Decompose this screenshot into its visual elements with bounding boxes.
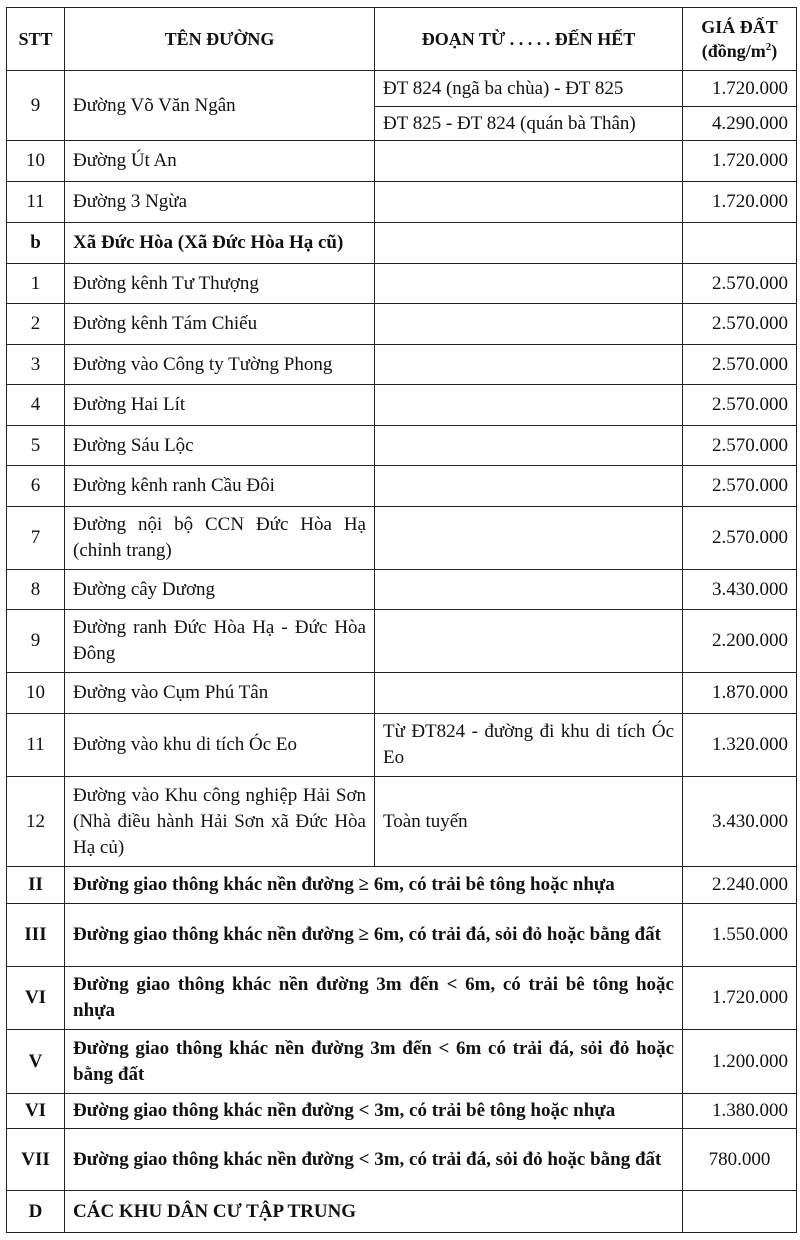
cell-stt: 9 <box>7 610 65 673</box>
category-row <box>7 1094 797 1129</box>
cell-segment: ĐT 825 - ĐT 824 (quán bà Thân) <box>375 107 683 141</box>
table-row <box>7 304 797 345</box>
unit-close: ) <box>771 41 778 61</box>
cell-road-name: Đường kênh Tám Chiếu <box>65 304 375 345</box>
cell-stt: 10 <box>7 141 65 182</box>
cell-price: 2.570.000 <box>683 466 797 507</box>
cell-segment <box>375 673 683 714</box>
cell-price <box>683 1191 797 1233</box>
cell-segment: Từ ĐT824 - đường đi khu di tích Óc Eo <box>375 714 683 777</box>
category-title: Đường giao thông khác nền đường < 3m, có trải bê tông hoặc nhựa <box>65 1094 683 1129</box>
cell-road-name: Đường vào Cụm Phú Tân <box>65 673 375 714</box>
cell-road-name: Đường Hai Lít <box>65 385 375 426</box>
cell-segment: ĐT 824 (ngã ba chùa) - ĐT 825 <box>375 71 683 107</box>
cell-price: 2.570.000 <box>683 345 797 385</box>
cell-stt: VI <box>7 1094 65 1129</box>
cell-segment <box>375 610 683 673</box>
category-title: Đường giao thông khác nền đường ≥ 6m, có trải đá, sỏi đỏ hoặc bằng đất <box>65 904 683 967</box>
cell-segment <box>375 507 683 570</box>
cell-price: 780.000 <box>683 1129 797 1191</box>
cell-stt: 8 <box>7 570 65 610</box>
cell-road-name: Đường Út An <box>65 141 375 182</box>
cell-stt: 10 <box>7 673 65 714</box>
table-row <box>7 182 797 223</box>
cell-stt: 2 <box>7 304 65 345</box>
cell-stt: II <box>7 867 65 904</box>
cell-price: 1.870.000 <box>683 673 797 714</box>
cell-stt: D <box>7 1191 65 1233</box>
cell-stt: VII <box>7 1129 65 1191</box>
cell-stt: V <box>7 1030 65 1094</box>
table-row <box>7 385 797 426</box>
cell-price: 3.430.000 <box>683 570 797 610</box>
table-row <box>7 426 797 466</box>
cell-segment <box>375 264 683 304</box>
cell-price: 4.290.000 <box>683 107 797 141</box>
cell-segment <box>375 345 683 385</box>
cell-segment <box>375 426 683 466</box>
category-row <box>7 967 797 1030</box>
table-row <box>7 714 797 777</box>
category-row <box>7 1129 797 1191</box>
table-row <box>7 264 797 304</box>
category-title: Đường giao thông khác nền đường 3m đến < 6m có trải đá, sỏi đỏ hoặc bằng đất <box>65 1030 683 1094</box>
table-row <box>7 673 797 714</box>
category-row <box>7 904 797 967</box>
cell-stt: 9 <box>7 71 65 141</box>
table-row <box>7 570 797 610</box>
cell-price: 2.570.000 <box>683 385 797 426</box>
cell-stt: b <box>7 223 65 264</box>
cell-segment <box>375 466 683 507</box>
cell-segment <box>375 570 683 610</box>
header-segment: ĐOẠN TỪ . . . . . ĐẾN HẾT <box>375 8 683 71</box>
cell-price: 1.380.000 <box>683 1094 797 1129</box>
unit-superscript: 2 <box>765 41 772 53</box>
cell-price: 2.570.000 <box>683 507 797 570</box>
cell-price: 3.430.000 <box>683 777 797 867</box>
unit-text: (đồng/m <box>701 41 766 61</box>
cell-stt: 5 <box>7 426 65 466</box>
header-stt: STT <box>7 8 65 71</box>
cell-road-name: Đường kênh Tư Thượng <box>65 264 375 304</box>
category-title: Đường giao thông khác nền đường < 3m, có trải đá, sỏi đỏ hoặc bằng đất <box>65 1129 683 1191</box>
category-title: Đường giao thông khác nền đường ≥ 6m, có trải bê tông hoặc nhựa <box>65 867 683 904</box>
cell-price: 2.200.000 <box>683 610 797 673</box>
cell-road-name: Đường nội bộ CCN Đức Hòa Hạ (chỉnh trang) <box>65 507 375 570</box>
cell-road-name: Đường vào khu di tích Óc Eo <box>65 714 375 777</box>
cell-stt: 3 <box>7 345 65 385</box>
cell-price: 1.720.000 <box>683 141 797 182</box>
header-price <box>683 8 797 71</box>
section-title: Xã Đức Hòa (Xã Đức Hòa Hạ cũ) <box>65 223 375 264</box>
cell-segment <box>375 182 683 223</box>
cell-price: 1.720.000 <box>683 182 797 223</box>
cell-price <box>683 223 797 264</box>
cell-segment <box>375 385 683 426</box>
cell-segment <box>375 223 683 264</box>
land-price-table <box>6 7 797 1233</box>
cell-price: 2.570.000 <box>683 264 797 304</box>
table-row <box>7 141 797 182</box>
header-road-name: TÊN ĐƯỜNG <box>65 8 375 71</box>
cell-price: 1.720.000 <box>683 967 797 1030</box>
cell-road-name: Đường cây Dương <box>65 570 375 610</box>
cell-segment <box>375 141 683 182</box>
cell-road-name: Đường Sáu Lộc <box>65 426 375 466</box>
table-row <box>7 507 797 570</box>
cell-segment <box>375 304 683 345</box>
cell-stt: 6 <box>7 466 65 507</box>
cell-stt: VI <box>7 967 65 1030</box>
cell-price: 2.570.000 <box>683 304 797 345</box>
cell-road-name: Đường Võ Văn Ngân <box>65 71 375 141</box>
cell-road-name: Đường 3 Ngừa <box>65 182 375 223</box>
header-price-line1: GIÁ ĐẤT <box>701 17 778 37</box>
category-title: Đường giao thông khác nền đường 3m đến < 6m, có trải bê tông hoặc nhựa <box>65 967 683 1030</box>
table-row <box>7 71 797 107</box>
category-row <box>7 1030 797 1094</box>
cell-stt: 11 <box>7 182 65 223</box>
table-row <box>7 345 797 385</box>
section-row-d <box>7 1191 797 1233</box>
table-row <box>7 466 797 507</box>
table-row <box>7 610 797 673</box>
table-row <box>7 777 797 867</box>
cell-stt: III <box>7 904 65 967</box>
cell-segment: Toàn tuyến <box>375 777 683 867</box>
section-title: CÁC KHU DÂN CƯ TẬP TRUNG <box>65 1191 683 1233</box>
header-price-line2 <box>691 39 788 63</box>
table-header-row <box>7 8 797 71</box>
cell-price: 1.320.000 <box>683 714 797 777</box>
cell-stt: 7 <box>7 507 65 570</box>
cell-price: 1.720.000 <box>683 71 797 107</box>
cell-stt: 11 <box>7 714 65 777</box>
cell-price: 2.570.000 <box>683 426 797 466</box>
section-row-b <box>7 223 797 264</box>
cell-price: 2.240.000 <box>683 867 797 904</box>
cell-road-name: Đường ranh Đức Hòa Hạ - Đức Hòa Đông <box>65 610 375 673</box>
cell-road-name: Đường vào Khu công nghiệp Hải Sơn (Nhà điều hành Hải Sơn xã Đức Hòa Hạ củ) <box>65 777 375 867</box>
cell-stt: 12 <box>7 777 65 867</box>
cell-road-name: Đường kênh ranh Cầu Đôi <box>65 466 375 507</box>
category-row <box>7 867 797 904</box>
cell-stt: 4 <box>7 385 65 426</box>
cell-stt: 1 <box>7 264 65 304</box>
cell-price: 1.200.000 <box>683 1030 797 1094</box>
cell-price: 1.550.000 <box>683 904 797 967</box>
cell-road-name: Đường vào Công ty Tường Phong <box>65 345 375 385</box>
